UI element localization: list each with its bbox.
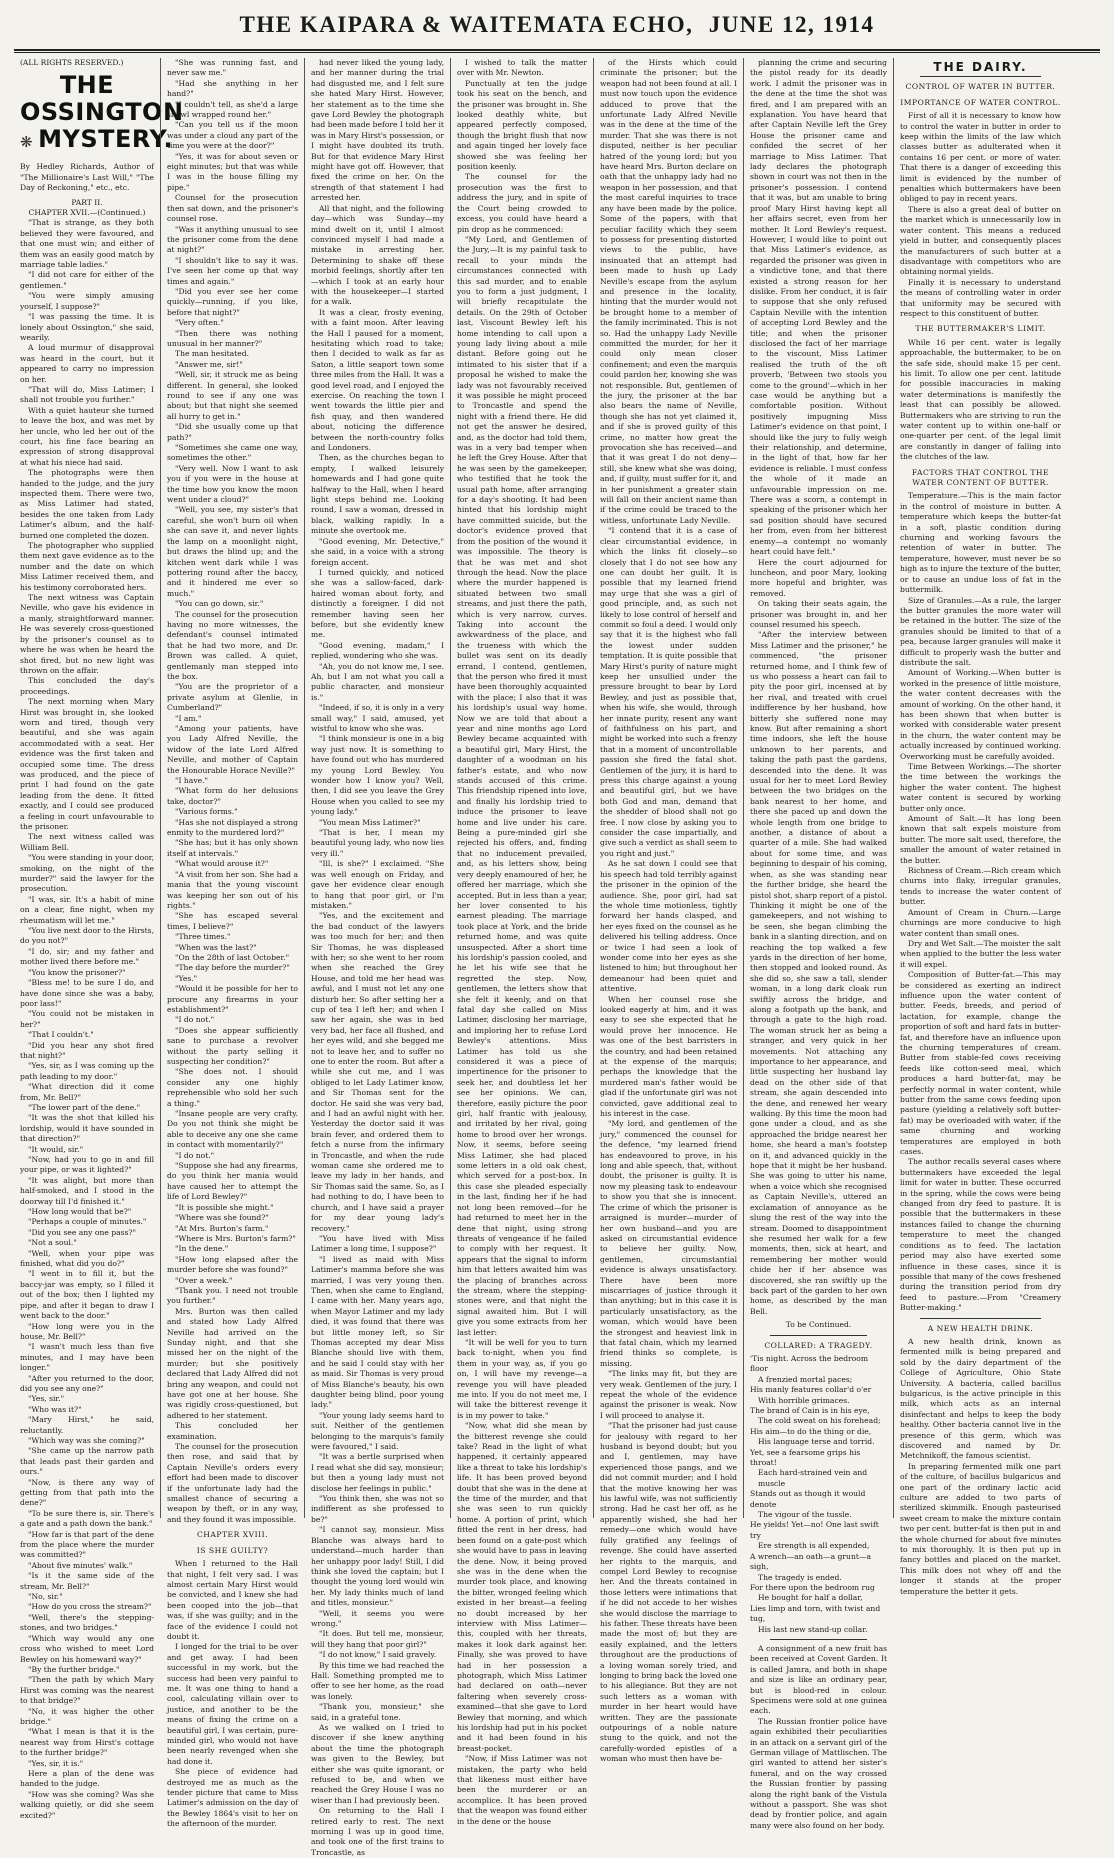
paragraph: "How long were you in the house, Mr. Bell?" — [20, 1321, 154, 1341]
paragraph: "It is possible she might." — [175, 1202, 274, 1212]
paragraph: The author recalls several cases where buttermakers have exceeded the legal limit for water in butter. These occurred in the spring, while the cows were being changed from dry feed to pasture. It is possible that the buttermakers in these instances failed to change the churning temperature to meet the changed conditions as to feed. The lactation period may also have exerted some influence in these cases, since it is possible that many of the cows freshened during the transition period from dry feed to pasture.—From "Creamery Butter-making." — [900, 1157, 1061, 1313]
paragraph: With a quiet hauteur she turned to leave the box, and was met by her uncle, who led her out of the court, his fine face bearing an expression of strong disapproval at what his niece had said. — [20, 405, 154, 467]
paragraph: "You were simply amusing yourself, I suppose?" — [20, 291, 154, 311]
paragraph: "No, sir." — [28, 1592, 63, 1602]
divider — [920, 1318, 1041, 1319]
paragraph: First of all it is necessary to know how to control the water in butter in order to keep within the limits of the law which classes butter as adulterated when it contains 16 per cent. or more of water. That there is a danger of exceeding this limit is evidenced by the number of penalties which buttermakers have been obliged to pay in recent years. — [900, 111, 1061, 204]
paragraph: "I was, sir. It's a habit of mine on a clear, fine night, when my rheumatism will let me." — [20, 894, 154, 925]
paper-name: THE KAIPARA & WAITEMATA ECHO, — [239, 12, 694, 37]
paragraph: "I was passing the time. It is lonely about Ossington," she said, wearily. — [20, 312, 154, 342]
paragraph: "Insane people are very crafty. Do you not think she might be able to deceive any one she came in contact with momentarily?" — [167, 1109, 298, 1150]
paragraph: Time Between Workings.—The shorter the time between the workings the higher the water content. The highest water content is secured by working butter only once. — [900, 762, 1061, 813]
paragraph: "Did you see any one pass?" — [28, 1227, 136, 1237]
paragraph: "Good evening, Mr. Detective," she said, in a voice with a strong foreign accent. — [311, 536, 444, 567]
paragraph: Punctually at ten the judge took his seat on the bench, and the prisoner was brought in. She looked deathly white, but appeared perfectly composed, though the bright flush that now and again tinged her lovely face showed she was feeling her position keenly. — [457, 78, 587, 172]
paragraph: While 16 per cent. water is legally approachable, the buttermaker, to be on the safe side, should make 15 per cent. his limit. To allow one per cent. latitude for possible inaccuracies in making water determinations is manifestly the least that can possibly be allowed. Buttermakers who are striving to run the water content up to within one-half or one-quarter per cent. of the legal limit are constantly in danger of falling into the clutches of the law. — [900, 337, 1061, 462]
paragraph: "It was the shot that killed his lordship, would it have sounded in that direction?" — [20, 1113, 154, 1144]
poem-line: The vigour of the tussle. — [758, 1510, 852, 1520]
paragraph: "Bless me! to be sure I do, and have done since she was a baby, poor lass!" — [20, 978, 154, 1008]
dairy-title: THE DAIRY. — [933, 60, 1028, 74]
paragraph: "Well, you see, my sister's that careful, she won't burn oil when she can save it, and never lights the lamp on a moonlight night, but draws the blind up; and the kitchen went dark while I was pottering round after the baccy, and it hindered me ever so much." — [167, 505, 298, 598]
paragraph: "Yes, sir." — [28, 1394, 65, 1404]
paragraph: "Good evening, madam," I replied, wondering who she was. — [311, 640, 444, 661]
paragraph: "Does she appear sufficiently sane to purchase a revolver without the party selling it suspecting her condition?" — [167, 1025, 298, 1066]
paragraph: "By the further bridge." — [28, 1664, 120, 1674]
paragraph: I turned quickly, and noticed she was a sallow-faced, dark-haired woman about forty, and distinctly a foreigner. I did not remember having seen her before, but she evidently knew me. — [311, 567, 444, 640]
paragraph: "Well, sir, it struck me as being different. In general, she looked round to see if any one was about; but that night she seemed all hurry to get in." — [167, 370, 298, 421]
paragraph: Composition of Butter-fat.—This may be considered as exerting an indirect influence upon the water content of butter. Feeds, breeds, and period of lactation, for example, change the proportion of soft and hard fats in butter-fat, and therefore have an influence upon the churning temperatures of cream. Butter from stable-fed cows receiving feeds like cotton-seed meal, which produces a hard butter-fat, may be perfectly normal in water content, while butter from the same cows feeding upon pasture (yielding a relatively soft butter-fat) may be overloaded with water, if the same churning and working temperatures are employed in both cases. — [900, 970, 1061, 1157]
dairy-section-3-text — [900, 491, 1061, 1313]
paragraph: "What I mean is that it is the nearest way from Hirst's cottage to the further bridge?" — [20, 1727, 154, 1758]
serial-title — [20, 71, 184, 156]
paragraph: "That is strange, as they both believed they were favoured, and that one must win; and either of them was an easily good match by marriage table ladies." — [20, 218, 154, 270]
paragraph: "Thank you, monsieur," she said, in a grateful tone. — [311, 1702, 444, 1722]
paragraph: "Three times." — [175, 932, 231, 942]
column-2b-text — [167, 1559, 298, 1830]
paragraph: "Answer me, sir!" — [175, 359, 243, 369]
paragraph: "You think then, she was not so indifferent as she professed to be?" — [311, 1494, 444, 1524]
paragraph: "That is her, I mean my beautiful young lady, who now lies very ill." — [311, 828, 444, 858]
paragraph: "It does. But tell me, monsieur, will they hang that poor girl?" — [311, 1629, 444, 1649]
column-7-dairy — [893, 58, 1067, 1596]
poem-line: The tragedy is ended. — [758, 1572, 842, 1582]
paragraph: On taking their seats again, the prisoner was brought in, and her counsel resumed his speech. — [750, 599, 887, 629]
poem-line: Yet, see a fearsome grips his throat! — [750, 1447, 861, 1468]
health-drink-text — [900, 1337, 1061, 1597]
paragraph: "Did she usually come up that path?" — [167, 422, 298, 442]
paragraph: "Yes, and the excitement and the bad conduct of the lawyers was too much for her; and then Sir Thomas, he was displeased with her; so she went to her room when she reached the Grey House, and told me her head was awful, and I must not let any one disturb her. So after setting her a cup of tea I left her; and when I saw her again, she was in bed very bad, her face all flushed, and her eyes wild, and she begged me not to leave her, and to suffer no one to enter the room. But after a while she cut me, and I was obliged to let Lady Latimer know, and Sir Thomas sent for the doctor. He said she was very bad, and I had an awful night with her. Yesterday the doctor said it was brain fever, and ordered them to fetch a nurse from the infirmary in Troncastle, and when the rude woman came she ordered me to leave my lady in her hands, and Sir Thomas said the same. So, as I had nothing to do, I have been to church, and I have said a prayer for my dear young lady's recovery." — [311, 911, 444, 1233]
paragraph: "No, it was higher the other bridge." — [20, 1706, 154, 1726]
fruit-notes — [750, 1644, 887, 1831]
paragraph: Amount of Working.—When butter is worked in the presence of little moisture, the water content decreases with the amount of working. On the other hand, it has been shown that when butter is worked with considerable water present in the churn, the water content may be actually increased by continued working. Overworking must be carefully avoided. — [900, 668, 1061, 761]
paragraph: By this time we had reached the Hall. Something prompted me to offer to see her home, as the road was lonely. — [311, 1660, 444, 1701]
poem-title: COLLARED: A TRAGEDY. — [764, 1340, 873, 1350]
paragraph: Then, as the churches began to empty, I walked leisurely homewards and I had gone quite halfway to the Hall, when I heard light steps behind me. Looking round, I saw a woman, dressed in black, walking rapidly. In a minute she overtook me. — [311, 453, 444, 536]
paragraph: "At Mrs. Burton's farm." — [175, 1223, 269, 1233]
paragraph: The next morning when Mary Hirst was brought in, she looked worn and tired, though very beautiful, and she was again accommodated with a seat. Her evidence was the first taken and occupied some time. The dress was produced, and the piece of print I had found on the gate leading from the dene. It fitted exactly, and I could see produced a feeling in court unfavourable to the prisoner. — [20, 697, 154, 831]
paragraph: It was a clear, frosty evening, with a faint moon. After leaving the Hall I paused for a moment, hesitating which road to take; then I decided to walk as far as Saton, a little seaport town some three miles from the Hall. It was a good level road, and I enjoyed the exercise. On reaching the town I went towards the little pier and fish quay, and then wandered about, noticing the difference between the north-country folks and Londoners. — [311, 307, 444, 453]
poem-line: He yields! Yet—no! One last swift try — [750, 1520, 879, 1540]
paragraph: The Russian frontier police have again exhibited their peculiarities in an attack on a servant girl of the German village of Mattlischen. The girl wanted to attend her sister's funeral, and on the way crossed the Russian frontier by passing along the right bank of the Vistula without a passport. She was shot dead by frontier police, and again many were also found on her body. — [750, 1716, 887, 1830]
paragraph: As we walked on I tried to discover if she knew anything about the time the photograph was given to the Bewley, but either she was quite ignorant, or refused to be, and when we reached the Grey House I was no wiser than I had previously been. — [311, 1723, 444, 1805]
chapter-18-title: IS SHE GUILTY? — [196, 1545, 269, 1555]
paragraph: "Yes." — [175, 973, 198, 983]
paragraph: "Very well. Now I want to ask you if you were in the house at the time how you know the moon went under a cloud?" — [167, 463, 298, 505]
paragraph: This concluded the day's proceedings. — [20, 676, 154, 696]
paragraph: "A visit from her son. She had a mania that the young viscount was keeping her son out of his rights." — [167, 869, 298, 910]
poem-line: A frenzied mortal paces; — [758, 1374, 853, 1384]
paragraph: "It will be well for you to turn back to-night, when you find them in your way, as, if you go on, I will have my revenge—a revenge you will have pleaded me into. If you do not meet me, I will take the bitterest revenge it is in my power to take." — [457, 1337, 587, 1420]
divider — [920, 76, 1041, 77]
paragraph: "Well, it seems you were wrong." — [311, 1608, 444, 1628]
paragraph: "Ill, is she?" I exclaimed. "She was well enough on Friday, and gave her evidence clear enough to hang that poor girl, or I'm mistaken." — [311, 859, 444, 910]
paragraph: "Did you hear any shot fired that night?" — [20, 1040, 154, 1060]
paragraph: Richness of Cream.—Rich cream which churns into flaky, irregular granules, tends to increase the water content of butter. — [900, 866, 1061, 907]
serial-title-line2: MYSTERY. — [38, 125, 174, 154]
paragraph: "How do you cross the stream?" — [28, 1602, 152, 1612]
poem-line: Lies limp and torn, with twist and tug, — [750, 1603, 881, 1624]
column-2-text — [167, 58, 298, 1525]
paragraph: "I lived as maid with Miss Latimer's mamma before she was married, I was very young then. Then, when she came to England, I came with her. Many years ago, when Mayor Latimer and my lady died, it was found that there was but little money left, so Sir Thomas accepted my dear Miss Blanche should live with them, and he said I could stay with her as maid. Sir Thomas is very proud of Miss Blanche's beauty, his own daughter being blind, poor young lady." — [311, 1254, 444, 1410]
paragraph: "Which way was she coming?" — [28, 1435, 145, 1445]
paragraph: A consignment of a new fruit has been received at Covent Garden. It is called Jamra, and both in shape and size is like an ordinary pear, but is blood-red in colour. Specimens were sold at one guinea each. — [750, 1643, 887, 1716]
rights-notice: (ALL RIGHTS RESERVED.) — [20, 58, 124, 67]
paragraph: Amount of Salt.—It has long been known that salt expels moisture from butter. The more salt used, therefore, the smaller the amount of water retained in the butter. — [900, 814, 1061, 865]
paragraph: "What form do her delusions take, doctor?" — [167, 786, 298, 806]
masthead-rule — [14, 49, 1100, 51]
paragraph: "Indeed, if so, it is only in a very small way," I said, amused, yet wistful to know who she was. — [311, 703, 444, 733]
paragraph: "Thank you. I need not trouble you further." — [167, 1285, 298, 1306]
dairy-section-2-text — [900, 338, 1061, 463]
paragraph: "How far is that part of the dene from the place where the murder was committed?" — [20, 1529, 154, 1560]
paragraph: "I did not care for either of the gentlemen." — [20, 270, 154, 290]
paragraph: "I couldn't tell, as she'd a large shawl wrapped round her." — [167, 99, 298, 120]
paragraph: Here a plan of the dene was handed to the judge. — [20, 1768, 154, 1789]
paragraph: As he sat down I could see that his speech had told terribly against the prisoner in the opinion of the audience. She, poor girl, had sat the whole time motionless, tightly forward her hands clasped, and her eyes fixed on the counsel as he delivered his telling address. Once or twice I had seen a look of wonder come into her eyes as she listened to him; but throughout her demeanour had been quiet and attentive. — [600, 859, 737, 994]
paragraph: "Where was she found?" — [175, 1213, 269, 1223]
paragraph: Here the court adjourned for luncheon, and poor Mary, looking more hopeful and brighter, was removed. — [750, 557, 887, 598]
paragraph: "You are the proprietor of a private asylum at Glenlie, in Cumberland?" — [167, 682, 298, 713]
paragraph: "I am." — [175, 713, 202, 723]
paragraph: "That will do, Miss Latimer; I shall not trouble you further." — [20, 384, 154, 405]
paragraph: "My Lord, and Gentlemen of the Jury,—It is my painful task to recall to your minds the circumstances connected with this sad murder, and to enable you to form a just judgment, I will briefly recapitulate the details. On the 29th of October last, Viscount Bewley left his home intending to call upon a young lady living about a mile distant. Before going out he intimated to his sister that if a proposal he wished to make the lady was not favourably received it was possible he might proceed to Troncastle and spend the night with a friend there. He did not get the answer he desired, and, as the doctor had told them, was in a very bad temper when he left the Grey House. After that he was seen by the gamekeeper, who testified that he took the usual path home, after arranging for a day's shooting. It had been hinted that his lordship might have committed suicide, but the doctor's evidence proved that from the position of the wound it was impossible. The theory is that he was met and shot through the head. Now the place where the murder happened is situated between two small streams, and just there the path, which is very narrow, curves. Taking into account the awkwardness of the place, and the trueness with which the bullet was sent on its deadly errand, I contend, gentlemen, that the person who fired it must have been thoroughly acquainted with the place; I also that it was his lordship's usual way home. Now we are told that about a year and nine months ago Lord Bewley became acquainted with a beautiful girl, Mary Hirst, the daughter of a woodman on his father's estate, and who now stands accused of this crime. This friendship ripened into love, and finally his lordship tried to induce the prisoner to leave home and live under his care. Being a pure-minded girl she rejected his offers, and, finding that no inducement prevailed, and, as his letters show, being very deeply enamoured of her, he offered her marriage, which she accepted. But in less than a year, her lover consented to his earnest pleading. The marriage took place at York, and the bride returned home, and was quite unsuspected. After a short time his lordship's passion cooled, and he let his wife see that he regretted the step. Now, gentlemen, the letters show that she felt it keenly, and on that fatal day she called on Miss Latimer, disclosing her marriage, and imploring her to refuse Lord Bewley's attentions. Miss Latimer has told us she considered it was a piece of impertinence for the prisoner to seek her, and doubtless let her see her opinions. We can, therefore, easily picture the poor girl, half frantic with jealousy, and irritated by her rival, going home to brood over her wrongs. Now, it seems, before seeing Miss Latimer, she had placed some letters in a old oak chest, which served for a post-box. In this case she pleaded especially in the last, finding her if he had not long been removed—for he had returned to meet her in the dene that night, using strong threats of vengeance if he failed to comply with her request. It appears that the signal to inform him that letters awaited him was the placing of branches across the stream, where the stepping-stones were, and that night the signal awaited him. But I will give you some extracts from her last letter: — [457, 234, 587, 1337]
paragraph: "She has escaped several times, I believe?" — [167, 911, 298, 931]
paragraph: The counsel for the prosecution then rose, and said that by Captain Neville's orders every effort had been made to discover if the unfortunate lady had the smallest chance of securing a weapon by theft, or in any way, and they found it was impossible. — [167, 1442, 298, 1524]
paragraph: "I do not." — [175, 1015, 215, 1025]
paragraph: "You know the prisoner?" — [28, 967, 126, 977]
health-drink-title: A NEW HEALTH DRINK. — [927, 1323, 1034, 1333]
paragraph: "Yes, sir, it is." — [28, 1758, 84, 1768]
paragraph: "How long elapsed after the murder before she was found?" — [167, 1254, 298, 1275]
paragraph: The counsel for the prosecution having no more witnesses, the defendant's counsel intimated that he had two more, and Dr. Brown was called. A quiet, gentlemanly man stepped into the box. — [167, 609, 298, 681]
paragraph: Mrs. Burton was then called and stated how Lady Alfred Neville had arrived on the Sunday night, and that she missed her on the night of the murder; but she positively declared that Lady Alfred did not bring any weapon, and could not have got one at her house. She was rigidly cross-questioned, but adhered to her statement. — [167, 1306, 298, 1420]
paragraph: "Well, when your pipe was finished, what did you do?" — [20, 1248, 154, 1269]
chapter-heading: CHAPTER XVII.—(Continued.) — [28, 208, 146, 218]
masthead-rule-thin — [14, 52, 1100, 53]
dairy-subtitle: CONTROL OF WATER IN BUTTER. — [905, 82, 1056, 92]
paragraph: The next witness called was William Bell. — [20, 832, 154, 852]
paragraph: "Did you ever see her come quickly—running, if you like, before that night?" — [167, 286, 298, 317]
paragraph: The photographs were then handed to the judge, and the jury inspected them. There were two, as Miss Latimer had stated, besides the one taken from Lady Latimer's album, and the half-burned one completed the dozen. — [20, 468, 154, 540]
divider — [770, 1639, 867, 1640]
column-6 — [743, 58, 893, 1830]
paragraph: had never liked the young lady, and her manner during the trial had disgusted me, and I felt sure she hated Mary Hirst. However, her statement as to the time she gave Lord Bewley the photograph had been made before I told her it was in Mary Hirst's possession, or I might have doubted its truth. But for that evidence Mary Hirst might have got off. However, that fixed the crime on her. On the strength of that statement I had arrested her. — [311, 58, 444, 203]
poem-line: His last new stand-up collar. — [758, 1624, 868, 1634]
paragraph: "Which way would any one cross who wished to meet Lord Bewley on his homeward way?" — [20, 1633, 154, 1664]
column-5-text — [600, 58, 737, 1765]
paragraph: "My lord, and gentlemen of the jury," commenced the counsel for the defence, "my learned friend has endeavoured to prove, in his long and able speech, that, without doubt, the prisoner is guilty. It is now my pleasing task to endeavour to show you that she is innocent. The crime of which the prisoner is arraigned is murder—murder of her own husband—and you are asked on circumstantial evidence to believe her guilty. Now, gentlemen, circumstantial evidence is always unsatisfactory. There have been more miscarriages of justice through it than anything; but in this case it is particularly unsatisfactory, as the woman, which would have been the strongest and heaviest link in that fatal chain, which my learned friend thinks so complete, is missing. — [600, 1119, 737, 1368]
paragraph: planning the crime and securing the pistol ready for its deadly work. I admit the prisoner was in the dene at the time the shot was fired, and I am prepared with an explanation. You have heard that after Captain Neville left the Grey House the prisoner came and confided the secret of her marriage to Miss Latimer. That lady declares the photograph shown in court was not then in the prisoner's possession. I contend that it was, but am unable to bring proof Mary Hirst having kept all her affairs secret, even from her mother. It Lord Bewley's request. However, I would like to point out that Miss Latimer's evidence, as regarded the prisoner was given in a vindictive tone, and that there existed a strong reason for her dislike. From her conduct, it is fair to suppose that she only refused Captain Neville with the intention of accepting Lord Bewley and the title; and when the prisoner disclosed the fact of her marriage to the viscount, Miss Latimer realised the truth of the oft proverb, 'Between two stools you come to the ground'—which in her case would be anything but a comfortable position. Without positively impugning Miss Latimer's evidence on that point, I should like the jury to fully weigh their relationship, and determine, in the light of that, how far her evidence is reliable. I must confess the whole of it made an unfavourable impression on me. There was a scorn, a contempt in speaking of the prisoner which her sad position should have secured her from, even from her bitterest enemy—a contempt no womanly heart could have felt." — [750, 58, 887, 557]
paragraph: "In the dene." — [175, 1244, 229, 1254]
paragraph: of the Hirsts which could criminate the prisoner; but the weapon had not been found at all. I must now touch upon the evidence adduced to prove that the unfortunate Lady Alfred Neville was in the dene at the time of the murder. That she was there is not disputed, neither is her peculiar hatred of the young lord; but you have heard Mrs. Burton declare on oath that the unhappy lady had no weapon in her possession, and that the most careful inquiries to trace any have been made by the police. Some of the papers, with that peculiar facility which they seem to possess for presenting distorted views to the public, have insinuated that an attempt had been made to hush up Lady Neville's escape from the asylum and presence in the locality, hinting that the murder would not be brought home to a member of the family incriminated. This is not so. Had the unhappy Lady Neville committed the murder, for her it could only mean closer confinement; and even the marquis could pardon her, knowing she was not responsible. But, gentlemen of the jury, the prisoner at the bar also bears the name of Neville, though she has not yet claimed it, and if she is proved guilty of this crime, no matter how great the provocation she has received—and that it was great I do not deny—still, she knew what she was doing, and, if guilty, must suffer for it, and in her punishment a greater stain will fall on their ancient name than if the crime could be traced to the witless, unfortunate Lady Neville. — [600, 58, 737, 525]
paragraph: "When was the last?" — [175, 942, 257, 952]
paragraph: "It would, sir." — [28, 1144, 84, 1154]
paragraph: "Now, what did she mean by the bitterest revenge she could take? Read in the light of what happened, it certainly appeared like a threat to take his lordship's life. It has been proved beyond doubt that she was in the dene at the time of the murder, and that she was seen to run quickly home. A portion of print, which fitted the rent in her dress, had been found on a gate-post which she would have to pass in leaving the dene. Now, it being proved she was in the dene when the murder took place, and knowing the bitter, wronged feeling which existed in her breast—a feeling no doubt increased by her interview with Miss Latimer—this, coupled with her threats, makes it look dark against her. Finally, she was proved to have had in her possession a photograph, which Miss Latimer had declared on oath—never faltering when severely cross-examined—that she gave to Lord Bewley that morning, and which his lordship had put in his pocket and it had been found in his breast-pocket. — [457, 1421, 587, 1753]
part-heading: PART II. — [71, 197, 103, 207]
paragraph: "I do not know," I said gravely. — [319, 1650, 437, 1660]
paragraph: Size of Granules.—As a rule, the larger the butter granules the more water will be retained in the butter. The size of the granules should be limited to that of a pea, because larger granules will make it difficult to properly wash the butter and distribute the salt. — [900, 595, 1061, 667]
paragraph: "She has; but it has only shown itself at intervals." — [167, 838, 298, 858]
paragraph: "Was it anything unusual to see the prisoner come from the dene at night?" — [167, 224, 298, 255]
paragraph: "It was a bertle surprised when I read what she did say, monsieur; but then a young lady must not disclose her feelings in public." — [311, 1452, 444, 1493]
column-3-text — [311, 58, 444, 1858]
paragraph: "What direction did it come from, Mr. Bell?" — [20, 1082, 154, 1102]
paragraph: The next witness was Captain Neville, who gave his evidence in a manly, straightforward manner. He was severely cross-questioned by the prisoner's counsel as to where he was when he heard the shot fired, but no new light was thrown on the affair. — [20, 593, 154, 675]
paragraph: "I wasn't much less than five minutes, and I may have been longer." — [20, 1342, 154, 1373]
poem-line: 'Tis night. Across the bedroom floor — [750, 1353, 869, 1374]
paragraph: Finally it is necessary to understand the means of controlling water in order that uniformity may be secured with respect to this constituent of butter. — [900, 277, 1061, 318]
paragraph: When I returned to the Hall that night, I felt very sad. I was almost certain Mary Hirst would be convicted, and I knew she had been cooped into the job—that was, if she was guilty; and in the face of the evidence I could not doubt it. — [167, 1559, 298, 1641]
paragraph: "How was she coming? Was she walking quietly, or did she seem excited?" — [20, 1789, 154, 1820]
paragraph: "You have lived with Miss Latimer a long time, I suppose?" — [311, 1233, 444, 1254]
paragraph: "I do not." — [175, 1150, 215, 1160]
paragraph: "Over a week." — [175, 1275, 233, 1285]
paragraph: "Then the path by which Mary Hirst was coming was the nearest to that bridge?" — [20, 1675, 154, 1706]
masthead — [0, 12, 1114, 38]
paragraph: "She came up the narrow path that leads past their garden and ours." — [20, 1446, 154, 1477]
paragraph: "Suppose she had any firearms, do you think her mania would have caused her to attempt the life of Lord Bewley?" — [167, 1161, 298, 1202]
paragraph: "Now, if Miss Latimer was not mistaken, the party who held that likeness must either have been the murderer or an accomplice. It has been proved that the weapon was found either in the dene or the house — [457, 1754, 587, 1826]
paragraph: "You can go down, sir." — [175, 599, 264, 609]
poem-line: His aim—to do the thing or die, — [750, 1426, 872, 1436]
paragraph: "I think monsieur is one in a big way just now. It is something to have found out who has murdered my young Lord Bewley. You wonder how I know you? Well, then, I did see you leave the Grey House when you called to see my young lady." — [311, 734, 444, 817]
paragraph: "Perhaps a couple of minutes." — [28, 1217, 147, 1227]
paragraph: "Very often." — [175, 318, 224, 328]
paragraph: When her counsel rose she looked eagerly at him, and it was easy to see she expected that he would prove her innocence. He was one of the best barristers in the country, and had been retained at the expense of the marquis; perhaps the knowledge that the murdered man's father would be glad if the unfortunate girl was not convicted, gave additional zeal to his interest in the case. — [600, 994, 737, 1119]
paragraph: "Yes, sir, as I was coming up the path leading to my door." — [20, 1061, 154, 1081]
paragraph: "I shouldn't like to say it was. I've seen her come up that way times and again." — [167, 255, 298, 286]
paragraph: There is also a great deal of butter on the market which is unnecessarily low in water content. This means a reduced yield in butter, and consequently places the manufacturers of such butter at a disadvantage with competitors who are obtaining normal yields. — [900, 204, 1061, 277]
paragraph: "I have." — [175, 776, 209, 786]
to-be-continued: To be Continued. — [785, 1320, 852, 1330]
paragraph: "Has she not displayed a strong enmity to the murdered lord?" — [167, 817, 298, 838]
paragraph: "That I couldn't." — [28, 1030, 94, 1040]
paragraph: I longed for the trial to be over and get away. I had been successful in my work, but the success had been very painful to me. It was one thing to hand a cool, calculating villain over to justice, and another to be the means of fixing the crime on a beautiful girl, I was certain, pure-minded girl, who would not have been nearly revenged when she had done it. — [167, 1642, 298, 1766]
paragraph: "Now, had you to go in and fill your pipe, or was it lighted?" — [20, 1155, 154, 1175]
column-2 — [160, 58, 304, 1829]
poem — [750, 1354, 887, 1635]
paragraph: She piece of evidence had destroyed me as much as the tender picture that came to Miss Latimer's admission on the day of the Bewley 1864's visit to her on the afternoon of the murder. — [167, 1767, 298, 1829]
paragraph: "To be sure there is, sir. There's a gate and a path down the bank." — [20, 1508, 154, 1529]
paragraph: "Sometimes she came one way, sometimes the other." — [167, 443, 298, 463]
paragraph: On returning to the Hall I retired early to rest. The next morning I was up in good time, and took one of the first trains to Troncastle, as — [311, 1806, 444, 1857]
column-1-text — [20, 218, 154, 1821]
paragraph: "The links may fit, but they are very weak. Gentlemen of the jury, I repeat the whole of the evidence against the prisoner is weak. Now I will proceed to analyse it. — [600, 1369, 737, 1420]
paragraph: "That the prisoner had just cause for jealousy with regard to her husband is beyond doubt; but you and I, gentlemen, may have experienced those pangs, and we did not commit murder; and I hold that the motive knowing her was his lawful wife, was not sufficiently strong. Had he cast her off, as he apparently wished, she had her remedy—one which would have fully gratified any feelings of revenge. She could have asserted her rights to the marquis, and compel Lord Bewley to recognise her. And the threats contained in those letters were intimations that if he did not accede to her wishes she would disclose the marriage to his father. These threats have been made the most of; but they are easily explained, and the letters throughout are the productions of a loving woman sorely tried, and longing to bring back the loved one to his allegiance. But they are not such letters as a woman with murder in her heart would have written. They are the passionate outpourings of a noble nature stung to the quick, and not the carefully-worded epistles of a woman who must then have be- — [600, 1421, 737, 1764]
paragraph: The photographer who supplied them next gave evidence as to the number and the date on which Miss Latimer received them, and his testimony corroborated hers. — [20, 541, 154, 592]
paragraph: "Now, is there any way of getting from that path into the dene?" — [20, 1477, 154, 1508]
paragraph: "I do, sir; and my father and mother lived there before me." — [20, 946, 154, 967]
paragraph: "After the interview between Miss Latimer and the prisoner," he commenced, "the prisoner returned home, and I think few of us who possess a heart can fail to pity the poor girl, incensed at by her rival, and treated with cruel indifference by her husband, how bitterly she suffered none may know. But after remaining a short time indoors, she left the house unknown to her parents, and taking the path past the gardens, descended into the dene. It was usual for her to meet Lord Bewley between the two bridges on the bank nearest to her home, and there she paced up and down the whole length from one bridge to another, a distance of about a quarter of a mile. She had walked about for some time, and was beginning to despair of his coming, when, as she was standing near the further bridge, she heard the pistol shot, sharp report of a pistol. Thinking it might be one of the gamekeepers, and not wishing to be seen, she began climbing the bank in a slanting direction, and on reaching the top walked a few yards in the direction of her home, then stopped and looked round. As she did so, she saw a tall, slender woman, in a long dark cloak run swiftly across the bridge, and along a footpath up the bank, and through a gate to the high road. The woman struck her as being a stranger, and very quick in her movements. Not attaching any importance to her appearance, and little suspecting her husband lay dead on the other side of that stream, she again descended into the dene, and renewed her weary walking. By this time the moon had gone under a cloud, and as she approached the bridge nearest her home, she heard a man's footstep on it, and advanced quickly in the hope that it might be her husband. She was going to utter his name, when a voice which she recognised as Captain Neville's, uttered an exclamation of annoyance as he slung the rest of the way into the stream. Doomed to disappointment she resumed her walk for a few moments, then, sick at heart, and remembering her mother would chide her if her absence was discovered, she ran swiftly up the back part of the garden to her own home, as described by the man Bell. — [750, 630, 887, 1316]
poem-line: With horrible grimaces. — [758, 1395, 850, 1405]
paragraph: "You were standing in your door, smoking, on the night of the murder?" said the lawyer for the prosecution. — [20, 853, 154, 894]
paragraph: "On the 28th of last October." — [175, 952, 290, 962]
chapter-18-heading: CHAPTER XVIII. — [196, 1530, 269, 1540]
paragraph: "Is it the same side of the stream, Mr. Bell?" — [20, 1571, 154, 1591]
poem-line: The brand of Cain is in his eye, — [750, 1406, 870, 1415]
column-4 — [450, 58, 593, 1826]
paragraph: "Various forms." — [175, 807, 238, 817]
poem-line: His manly features collar'd o'er — [750, 1385, 872, 1395]
poem-line: He bought for half a dollar, — [758, 1593, 863, 1603]
paragraph: "I contend that it is a case of clear circumstantial evidence, in which the links fit closely—so closely that I do not see how any one can doubt her guilt. It is possible that my learned friend may urge that she was a girl of good principle, and, as such not likely to lose control of herself and commit so foul a deed. I would only say that it is the highest who fall the lowest under sudden temptation. It is quite possible that Mary Hirst's purity of nature might keep her unsullied under the pressure brought to bear by Lord Bewley, and just as possible that, when his wife, she would, through her innate purity, resent any want of faithfulness on his part, and might be worked into such a frenzy that in a moment of uncontrollable passion she fired the fatal shot. Gentlemen of the jury, it is hard to press this charge against a young and beautiful girl, but we have both God and man, demand that the shedder of blood shall not go free. I now close by asking you to consider the case impartially, and give such a verdict as shall seem to you right and just." — [600, 526, 737, 858]
poem-line: The cold sweat on his forehead; — [758, 1416, 881, 1426]
paragraph: Amount of Cream in Churn.—Large churnings are more conducive to high water content than small ones. — [900, 907, 1061, 938]
paragraph: "You could not be mistaken in her?" — [20, 1009, 154, 1029]
paragraph: "Ah, you do not know me, I see. Ah, but I am not what you call a public character, and monsieur is." — [311, 661, 444, 702]
column-6-text — [750, 58, 887, 1317]
paragraph: "I cannot say, monsieur. Miss Blanche was always hard to understand—much harder than her unhappy poor lady! Still, I did think she loved the captain; but I thought the young lord would win her. My lady thinks much of land and titles, monsieur." — [311, 1525, 444, 1608]
paragraph: "Had she anything in her hand?" — [167, 78, 298, 99]
paragraph: This concluded her examination. — [167, 1421, 298, 1441]
paragraph: All that night, and the following day—which was Sunday—my mind dwelt on it, until I almost convinced myself I had made a mistake in arresting her. Determining to shake off these morbid feelings, shortly after ten—which I took at an early hour with the housekeeper—I started for a walk. — [311, 203, 444, 307]
paragraph: "About five minutes' walk." — [28, 1560, 133, 1570]
paragraph: "Not a soul." — [28, 1238, 77, 1248]
newspaper-columns — [14, 58, 1104, 1857]
paragraph: "How long would that be?" — [28, 1207, 132, 1217]
dairy-section-2: THE BUTTERMAKER'S LIMIT. — [915, 324, 1046, 334]
paragraph: I wished to talk the matter over with Mr. Newton. — [457, 58, 587, 78]
paragraph: "Yes, it was for about seven or eight minutes; but that was while I was in the house filling my pipe." — [167, 151, 298, 192]
dairy-section-1: IMPORTANCE OF WATER CONTROL. — [900, 97, 1061, 107]
paragraph: "Mary Hirst," he said, reluctantly. — [20, 1415, 154, 1435]
column-5 — [593, 58, 743, 1764]
paragraph: "Where is Mrs. Burton's farm?" — [175, 1233, 296, 1243]
poem-line: Each hard-strained vein and muscle — [758, 1468, 868, 1488]
column-4-text — [457, 58, 587, 1827]
paragraph: "Well, there's the stepping-stones, and two bridges." — [20, 1612, 154, 1633]
poem-line: Ere strength is all expended, — [758, 1541, 870, 1551]
paragraph: "You live next door to the Hirsts, do you not?" — [20, 926, 154, 946]
paragraph: In preparing fermented milk one part of the culture, of bacillus bulgaricus and one part of the ordinary lactic acid culture are added to two parts of sterilized skimmilk. Enough pasteurised sweet cream to make the mixture contain two per cent. butter-fat is then put in and the whole churned for about five minutes to mix thoroughly. It is then put up in fancy bottles and placed on the market. This milk does not whey off and the longer it stands at the proper temperature the better it gets. — [900, 1461, 1061, 1596]
paragraph: The man hesitated. — [175, 349, 250, 359]
poem-line: His language terse and torrid. — [758, 1437, 875, 1447]
poem-line: For there upon the bedroom rug — [750, 1582, 875, 1592]
column-3 — [304, 58, 450, 1857]
paragraph: "Would it be possible for her to procure any firearms in your establishment?" — [167, 984, 298, 1014]
dairy-section-3: FACTORS THAT CONTROL THE WATER CONTENT OF BUTTER. — [911, 467, 1050, 488]
paragraph: Temperature.—This is the main factor in the control of moisture in butter. A temperature which keeps the butter-fat in a soft, plastic condition during churning and working favours the retention of water in butter. The temperature, however, must never be so high as to injure the texture of the butter, or to cause an undue loss of fat in the buttermilk. — [900, 491, 1061, 595]
serial-title-line1: THE OSSINGTON — [20, 71, 184, 127]
divider — [770, 1335, 867, 1336]
issue-date: JUNE 12, 1914 — [708, 12, 875, 37]
serial-byline: By Hedley Richards, Author of "The Millionaire's Last Will," "The Day of Reckoning," etc., etc. — [20, 162, 154, 193]
paragraph: "I went in to fill it, but the baccy-jar was empty, so I filled it out of the box; then I lighted my pipe, and after it began to draw I went back to the door." — [20, 1269, 154, 1321]
paragraph: "It was alight, but more than half-smoked, and I stood in the doorway till I'd finished it." — [20, 1175, 154, 1206]
paragraph: "The lower part of the dene." — [28, 1102, 141, 1112]
paragraph: "You mean Miss Latimer?" — [319, 817, 421, 827]
ornament-icon: ❋ — [20, 133, 34, 152]
paragraph: Counsel for the prosecution then sat down, and the prisoner's counsel rose. — [167, 193, 298, 224]
paragraph: "After you returned to the door, did you see any one?" — [20, 1373, 154, 1393]
paragraph: A loud murmur of disapproval was heard in the court, but it appeared to carry no impression on her. — [20, 343, 154, 384]
poem-line: Stands out as though it would denote — [750, 1489, 866, 1509]
paragraph: "What would arouse it?" — [175, 859, 269, 869]
column-1 — [14, 58, 184, 1820]
paragraph: "She does not. I should consider any one highly reprehensible who sold her such a thing." — [167, 1067, 298, 1108]
paragraph: "Among your patients, have you Lady Alfred Neville, the widow of the late Lord Alfred Neville, and mother of Captain the Honourable Horace Neville?" — [167, 724, 298, 775]
dairy-section-1-text — [900, 111, 1061, 319]
paragraph: "The day before the murder?" — [175, 963, 290, 973]
paragraph: Dry and Wet Salt.—The moister the salt when applied to the butter the less water it will expel. — [900, 938, 1061, 969]
poem-line: A wrench—an oath—a grunt—a sigh, — [750, 1551, 872, 1572]
paragraph: "Then there was nothing unusual in her manner?" — [167, 328, 298, 348]
paragraph: "Who was it?" — [28, 1404, 82, 1414]
paragraph: "She was running fast, and never saw me." — [167, 58, 298, 78]
paragraph: "Can you tell us if the moon was under a cloud any part of the time you were at the door?" — [167, 120, 298, 151]
paragraph: A new health drink, known as fermented milk is being prepared and sold by the dairy department of the College of Agriculture, Ohio State University. A bacteria, called bacillus bulgaricus, is the active principle in this milk, which acts as an internal disinfectant and helps to keep the body healthy. Other bacteria cannot live in the presence of this germ, which was discovered and named by Dr. Metchnikoff, the famous scientist. — [900, 1336, 1061, 1461]
paragraph: The counsel for the prosecution was the first to address the jury, and in spite of the Court being crowded to excess, you could have heard a pin drop as he commenced: — [457, 172, 587, 234]
paragraph: "Your young lady seems hard to suit. Neither of the gentlemen belonging to the marquis's family were favoured," I said. — [311, 1410, 444, 1452]
